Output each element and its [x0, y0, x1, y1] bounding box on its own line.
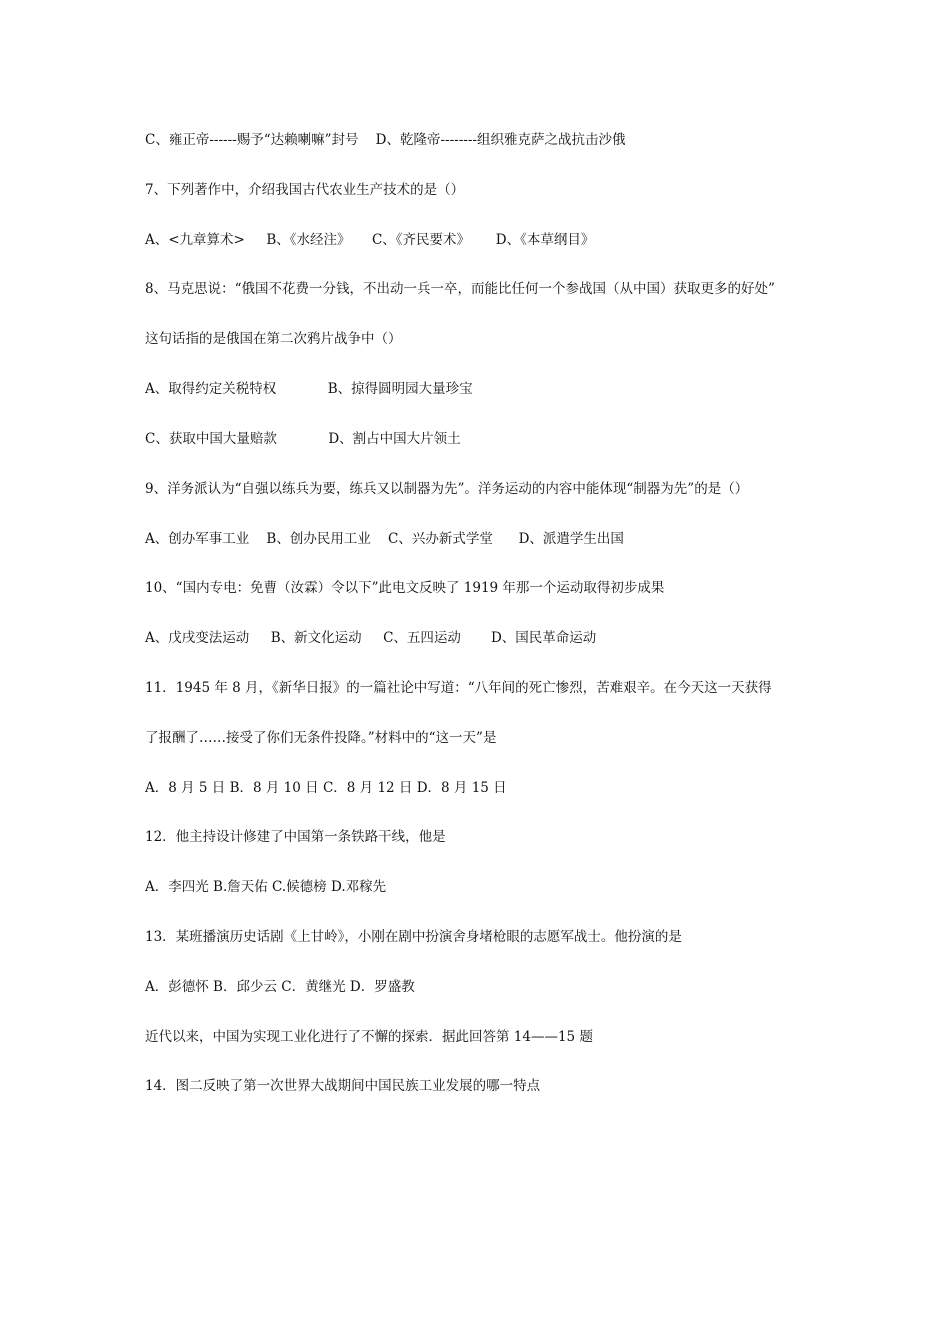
text-line-options-q8-cd: C、获取中国大量赔款 D、割占中国大片领土	[145, 431, 461, 447]
text-line-options-q12: A．李四光 B.詹天佑 C.候德榜 D.邓稼先	[145, 879, 387, 895]
text-line-options-q7: A、<九章算术> B、《水经注》 C、《齐民要术》 D、《本草纲目》	[145, 232, 595, 248]
text-line-question-8: 8、马克思说：“俄国不花费一分钱，不出动一兵一卒，而能比任何一个参战国（从中国）获取更多的好处”	[145, 281, 775, 297]
text-line-question-8-cont: 这句话指的是俄国在第二次鸦片战争中（）	[145, 331, 402, 347]
text-line-section-intro: 近代以来，中国为实现工业化进行了不懈的探索．据此回答第 14——15 题	[145, 1029, 593, 1045]
text-line-question-11-cont: 了报酬了……接受了你们无条件投降。”材料中的“这一天”是	[145, 730, 497, 746]
text-line-question-9: 9、洋务派认为“自强以练兵为要，练兵又以制器为先”。洋务运动的内容中能体现“制器为先”的是（）	[145, 481, 749, 497]
text-line-options-q13: A．彭德怀 B．邱少云 C．黄继光 D．罗盛教	[145, 979, 415, 995]
text-line-options-q8-ab: A、取得约定关税特权 B、掠得圆明园大量珍宝	[145, 381, 473, 397]
text-line-options-q11: A．8 月 5 日 B．8 月 10 日 C．8 月 12 日 D．8 月 15 日	[145, 780, 507, 796]
text-line-question-7: 7、下列著作中，介绍我国古代农业生产技术的是（）	[145, 182, 465, 198]
text-line-question-13: 13．某班播演历史话剧《上甘岭》，小刚在剧中扮演舍身堵枪眼的志愿军战士。他扮演的是	[145, 929, 682, 945]
text-line-question-14: 14．图二反映了第一次世界大战期间中国民族工业发展的哪一特点	[145, 1078, 541, 1094]
text-line-question-10: 10、“国内专电：免曹（汝霖）令以下”此电文反映了 1919 年那一个运动取得初步成果	[145, 580, 665, 596]
text-line-options-q10: A、戊戌变法运动 B、新文化运动 C、五四运动 D、国民革命运动	[145, 630, 597, 646]
text-line-question-11: 11．1945 年 8 月，《新华日报》的一篇社论中写道：“八年间的死亡惨烈，苦难艰辛。在今天这一天获得	[145, 680, 772, 696]
text-line-question-12: 12．他主持设计修建了中国第一条铁路干线，他是	[145, 829, 446, 845]
text-line-option-c-d-q6: C、雍正帝------赐予“达赖喇嘛”封号 D、乾隆帝--------组织雅克萨之战抗击沙俄	[145, 132, 626, 148]
text-line-options-q9: A、创办军事工业 B、创办民用工业 C、兴办新式学堂 D、派遣学生出国	[145, 531, 624, 547]
